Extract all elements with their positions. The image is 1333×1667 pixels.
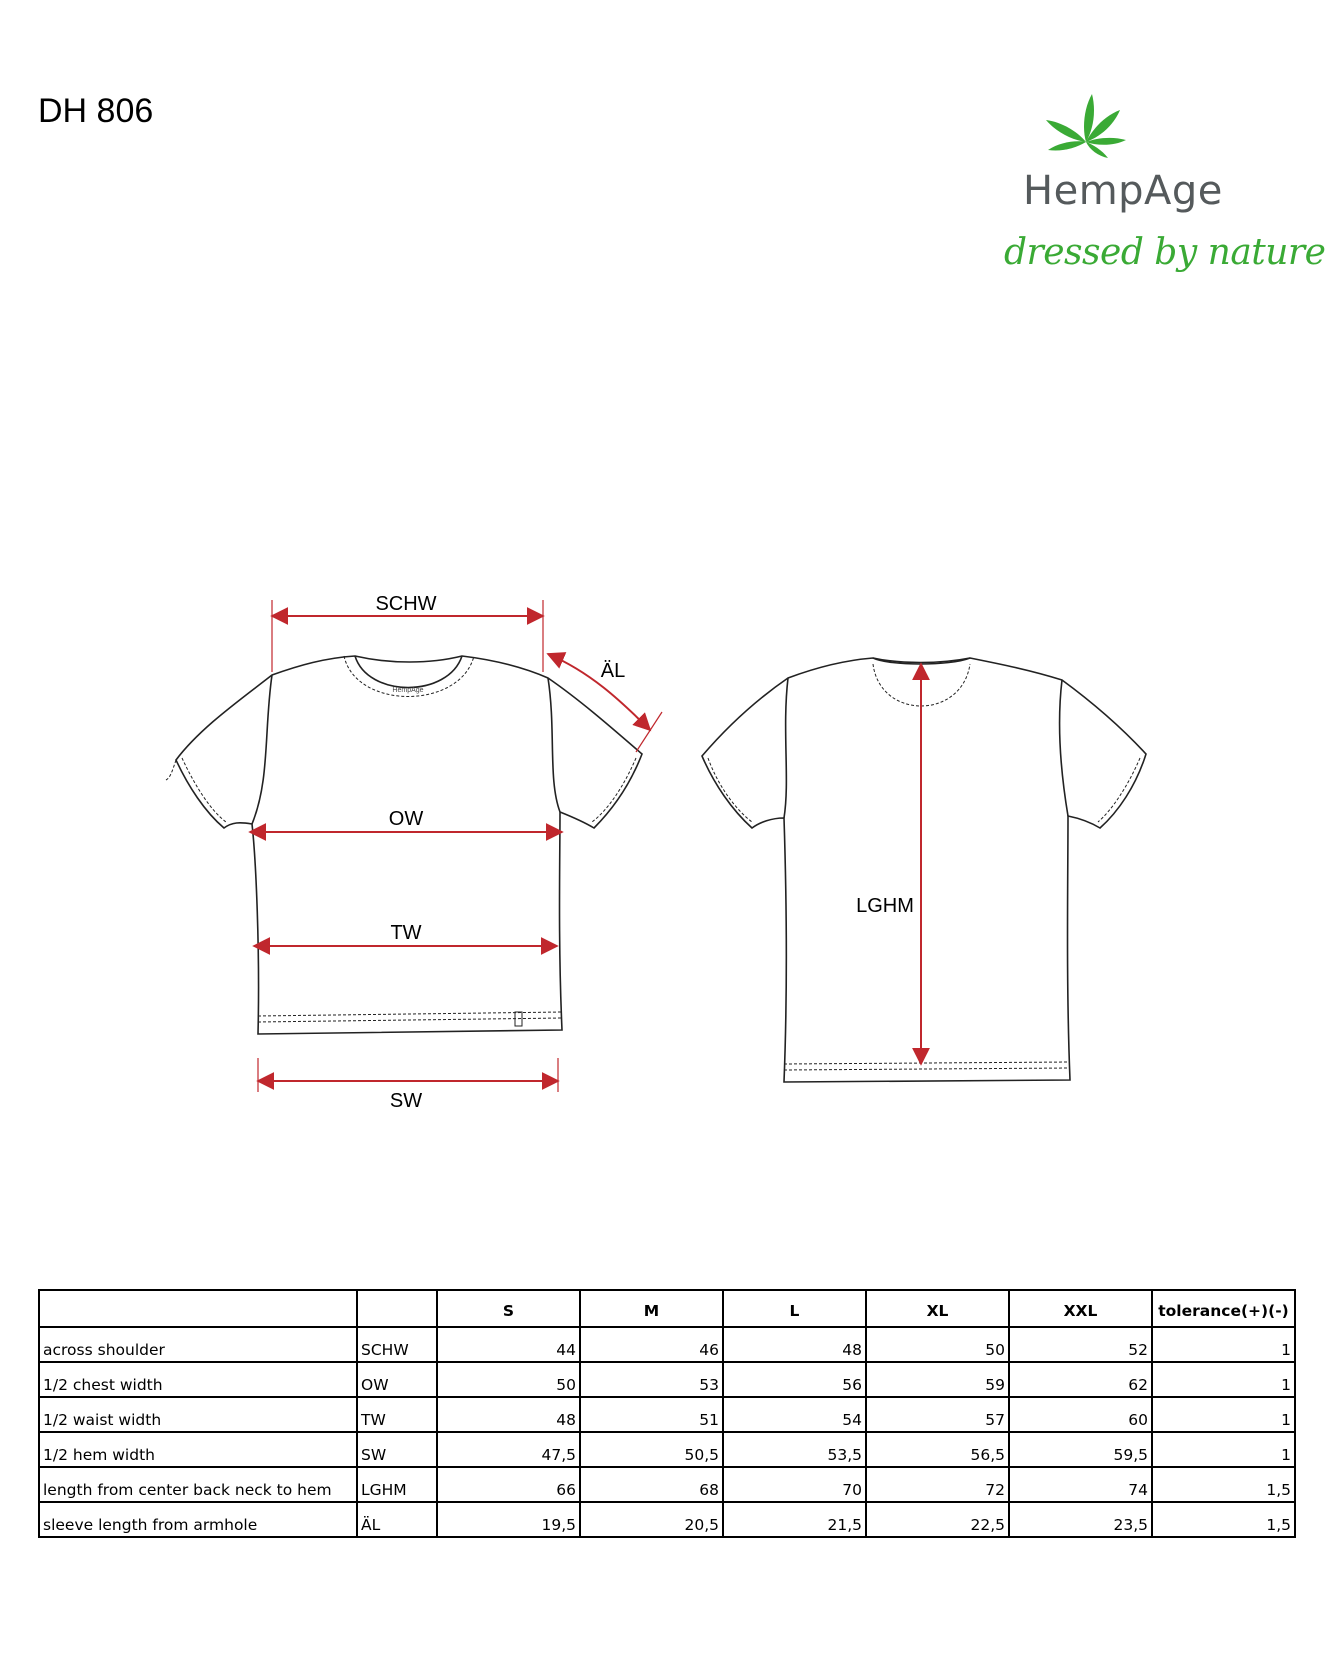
cell-value: 56 <box>723 1362 866 1397</box>
document-title: DH 806 <box>38 92 154 130</box>
cell-value: 62 <box>1009 1362 1152 1397</box>
cell-value: 59 <box>866 1362 1009 1397</box>
row-code: LGHM <box>357 1467 437 1502</box>
cell-tolerance: 1,5 <box>1152 1502 1295 1537</box>
cell-tolerance: 1 <box>1152 1397 1295 1432</box>
cell-value: 50 <box>437 1362 580 1397</box>
label-lghm: LGHM <box>856 895 914 917</box>
row-code: ÄL <box>357 1502 437 1537</box>
cell-tolerance: 1 <box>1152 1432 1295 1467</box>
header-tolerance: tolerance(+)(-) <box>1152 1290 1295 1327</box>
row-description: across shoulder <box>39 1327 357 1362</box>
row-code: OW <box>357 1362 437 1397</box>
cell-value: 53 <box>580 1362 723 1397</box>
row-code: TW <box>357 1397 437 1432</box>
cell-value: 54 <box>723 1397 866 1432</box>
header-size-xxl: XXL <box>1009 1290 1152 1327</box>
row-description: 1/2 hem width <box>39 1432 357 1467</box>
cell-value: 23,5 <box>1009 1502 1152 1537</box>
label-ow: OW <box>388 808 424 830</box>
neck-label-text: HempAge <box>392 687 424 694</box>
front-neck-label <box>392 687 423 694</box>
cell-tolerance: 1,5 <box>1152 1467 1295 1502</box>
cell-value: 59,5 <box>1009 1432 1152 1467</box>
table-row <box>39 1467 1295 1502</box>
cell-value: 72 <box>866 1467 1009 1502</box>
tshirt-back-view <box>702 658 1146 1082</box>
header-cell <box>39 1290 357 1327</box>
cell-value: 44 <box>437 1327 580 1362</box>
size-chart-table <box>38 1289 1296 1538</box>
measurement-arrows <box>250 600 921 1092</box>
row-description: 1/2 chest width <box>39 1362 357 1397</box>
table-row <box>39 1397 1295 1432</box>
cell-value: 50,5 <box>580 1432 723 1467</box>
header-size-m: M <box>580 1290 723 1327</box>
cell-value: 53,5 <box>723 1432 866 1467</box>
tshirt-front-view <box>166 656 642 1034</box>
cell-value: 70 <box>723 1467 866 1502</box>
label-al: ÄL <box>600 660 626 682</box>
table-row <box>39 1362 1295 1397</box>
header-size-l: L <box>723 1290 866 1327</box>
row-description: 1/2 waist width <box>39 1397 357 1432</box>
cell-value: 22,5 <box>866 1502 1009 1537</box>
header-size-xl: XL <box>866 1290 1009 1327</box>
label-sw: SW <box>389 1090 423 1112</box>
cell-value: 48 <box>437 1397 580 1432</box>
cell-value: 60 <box>1009 1397 1152 1432</box>
brand-tagline: dressed by nature <box>1004 232 1326 273</box>
row-description: length from center back neck to hem <box>39 1467 357 1502</box>
cell-value: 68 <box>580 1467 723 1502</box>
table-row <box>39 1327 1295 1362</box>
cell-value: 46 <box>580 1327 723 1362</box>
cell-value: 56,5 <box>866 1432 1009 1467</box>
hemp-leaf-icon <box>980 84 1280 174</box>
al-extension <box>636 712 662 752</box>
al-arrow <box>548 654 650 730</box>
cell-value: 57 <box>866 1397 1009 1432</box>
cell-value: 52 <box>1009 1327 1152 1362</box>
cell-value: 48 <box>723 1327 866 1362</box>
cell-value: 19,5 <box>437 1502 580 1537</box>
row-code: SW <box>357 1432 437 1467</box>
cell-value: 50 <box>866 1327 1009 1362</box>
table-row <box>39 1502 1295 1537</box>
cell-value: 21,5 <box>723 1502 866 1537</box>
row-code: SCHW <box>357 1327 437 1362</box>
table-header-row <box>39 1290 1295 1327</box>
cell-value: 20,5 <box>580 1502 723 1537</box>
cell-tolerance: 1 <box>1152 1362 1295 1397</box>
label-schw: SCHW <box>375 593 437 615</box>
label-tw: TW <box>390 922 422 944</box>
cell-value: 51 <box>580 1397 723 1432</box>
cell-tolerance: 1 <box>1152 1327 1295 1362</box>
header-size-s: S <box>437 1290 580 1327</box>
tshirt-technical-drawing <box>0 560 1333 1120</box>
table-row <box>39 1432 1295 1467</box>
brand-name: HempAge <box>1023 168 1223 214</box>
row-description: sleeve length from armhole <box>39 1502 357 1537</box>
cell-value: 47,5 <box>437 1432 580 1467</box>
cell-value: 66 <box>437 1467 580 1502</box>
cell-value: 74 <box>1009 1467 1152 1502</box>
header-cell <box>357 1290 437 1327</box>
